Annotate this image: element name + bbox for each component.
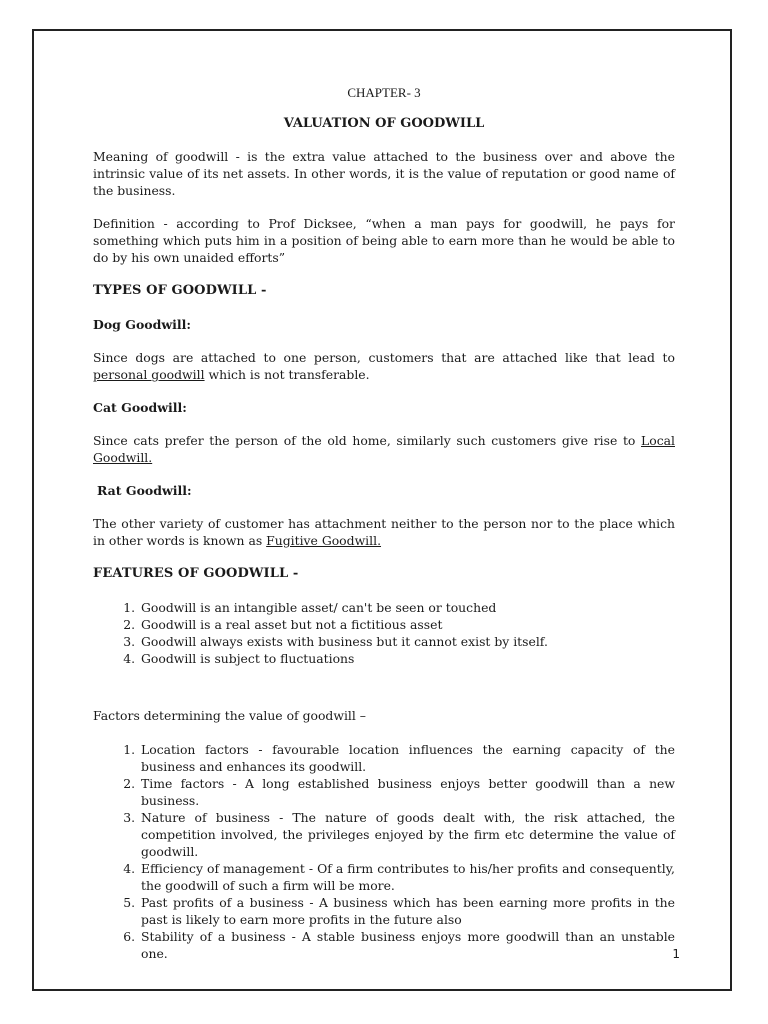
rat-goodwill-paragraph bbox=[93, 515, 675, 549]
cat-goodwill-heading: Cat Goodwill: bbox=[93, 400, 187, 415]
factors-list bbox=[93, 741, 675, 962]
document-body bbox=[93, 84, 675, 978]
list-item: 1. Location factors - favourable location influences the earning capacity of the business and enhances its goodwill. bbox=[139, 741, 675, 775]
rat-goodwill-heading: Rat Goodwill: bbox=[97, 483, 192, 498]
list-item: 3. Nature of business - The nature of goods dealt with, the risk attached, the competition involved, the privileges enjoyed by the firm etc determine the value of goodwill. bbox=[139, 809, 675, 860]
chapter-label: CHAPTER- 3 bbox=[347, 85, 421, 100]
document-title: VALUATION OF GOODWILL bbox=[283, 116, 485, 131]
list-item: 4. Efficiency of management - Of a firm contributes to his/her profits and consequently, the goodwill of such a firm will be more. bbox=[139, 860, 675, 894]
dog-goodwill-paragraph bbox=[93, 349, 675, 383]
fugitive-goodwill-term: Fugitive Goodwill. bbox=[266, 533, 382, 548]
meaning-paragraph: Meaning of goodwill - is the extra value attached to the business over and above the intrinsic value of its net assets. In other words, it is the value of reputation or good name of the business. bbox=[93, 149, 675, 198]
list-item: 3. Goodwill always exists with business but it cannot exist by itself. bbox=[139, 633, 675, 650]
list-item: 6. Stability of a business - A stable business enjoys more goodwill than an unstable one. bbox=[139, 928, 675, 962]
list-item: 4. Goodwill is subject to fluctuations bbox=[139, 650, 675, 667]
dog-goodwill-text-end: which is not transferable. bbox=[204, 367, 370, 382]
local-goodwill-term: Local Goodwill. bbox=[93, 433, 675, 465]
list-item: 5. Past profits of a business - A business which has been earning more profits in the past is likely to earn more profits in the future also bbox=[139, 894, 675, 928]
types-heading: TYPES OF GOODWILL - bbox=[93, 283, 267, 298]
page-number: 1 bbox=[672, 947, 680, 961]
list-item: 2. Goodwill is a real asset but not a fictitious asset bbox=[139, 616, 675, 633]
list-item: 2. Time factors - A long established business enjoys better goodwill than a new business. bbox=[139, 775, 675, 809]
personal-goodwill-term: personal goodwill bbox=[93, 367, 205, 382]
list-item: 1. Goodwill is an intangible asset/ can't be seen or touched bbox=[139, 599, 675, 616]
factors-intro: Factors determining the value of goodwill – bbox=[93, 708, 366, 723]
features-list bbox=[93, 599, 675, 667]
definition-paragraph: Definition - according to Prof Dicksee, “when a man pays for goodwill, he pays for something which puts him in a position of being able to earn more than he would be able to do by his own unaided efforts” bbox=[93, 216, 675, 265]
dog-goodwill-text: Since dogs are attached to one person, customers that are attached like that lead to bbox=[93, 350, 675, 365]
rat-goodwill-text: The other variety of customer has attachment neither to the person nor to the place which in other words is known as bbox=[93, 516, 675, 548]
cat-goodwill-paragraph bbox=[93, 432, 675, 466]
dog-goodwill-heading: Dog Goodwill: bbox=[93, 317, 191, 332]
features-heading: FEATURES OF GOODWILL - bbox=[93, 566, 299, 581]
cat-goodwill-text: Since cats prefer the person of the old home, similarly such customers give rise to bbox=[93, 433, 642, 448]
